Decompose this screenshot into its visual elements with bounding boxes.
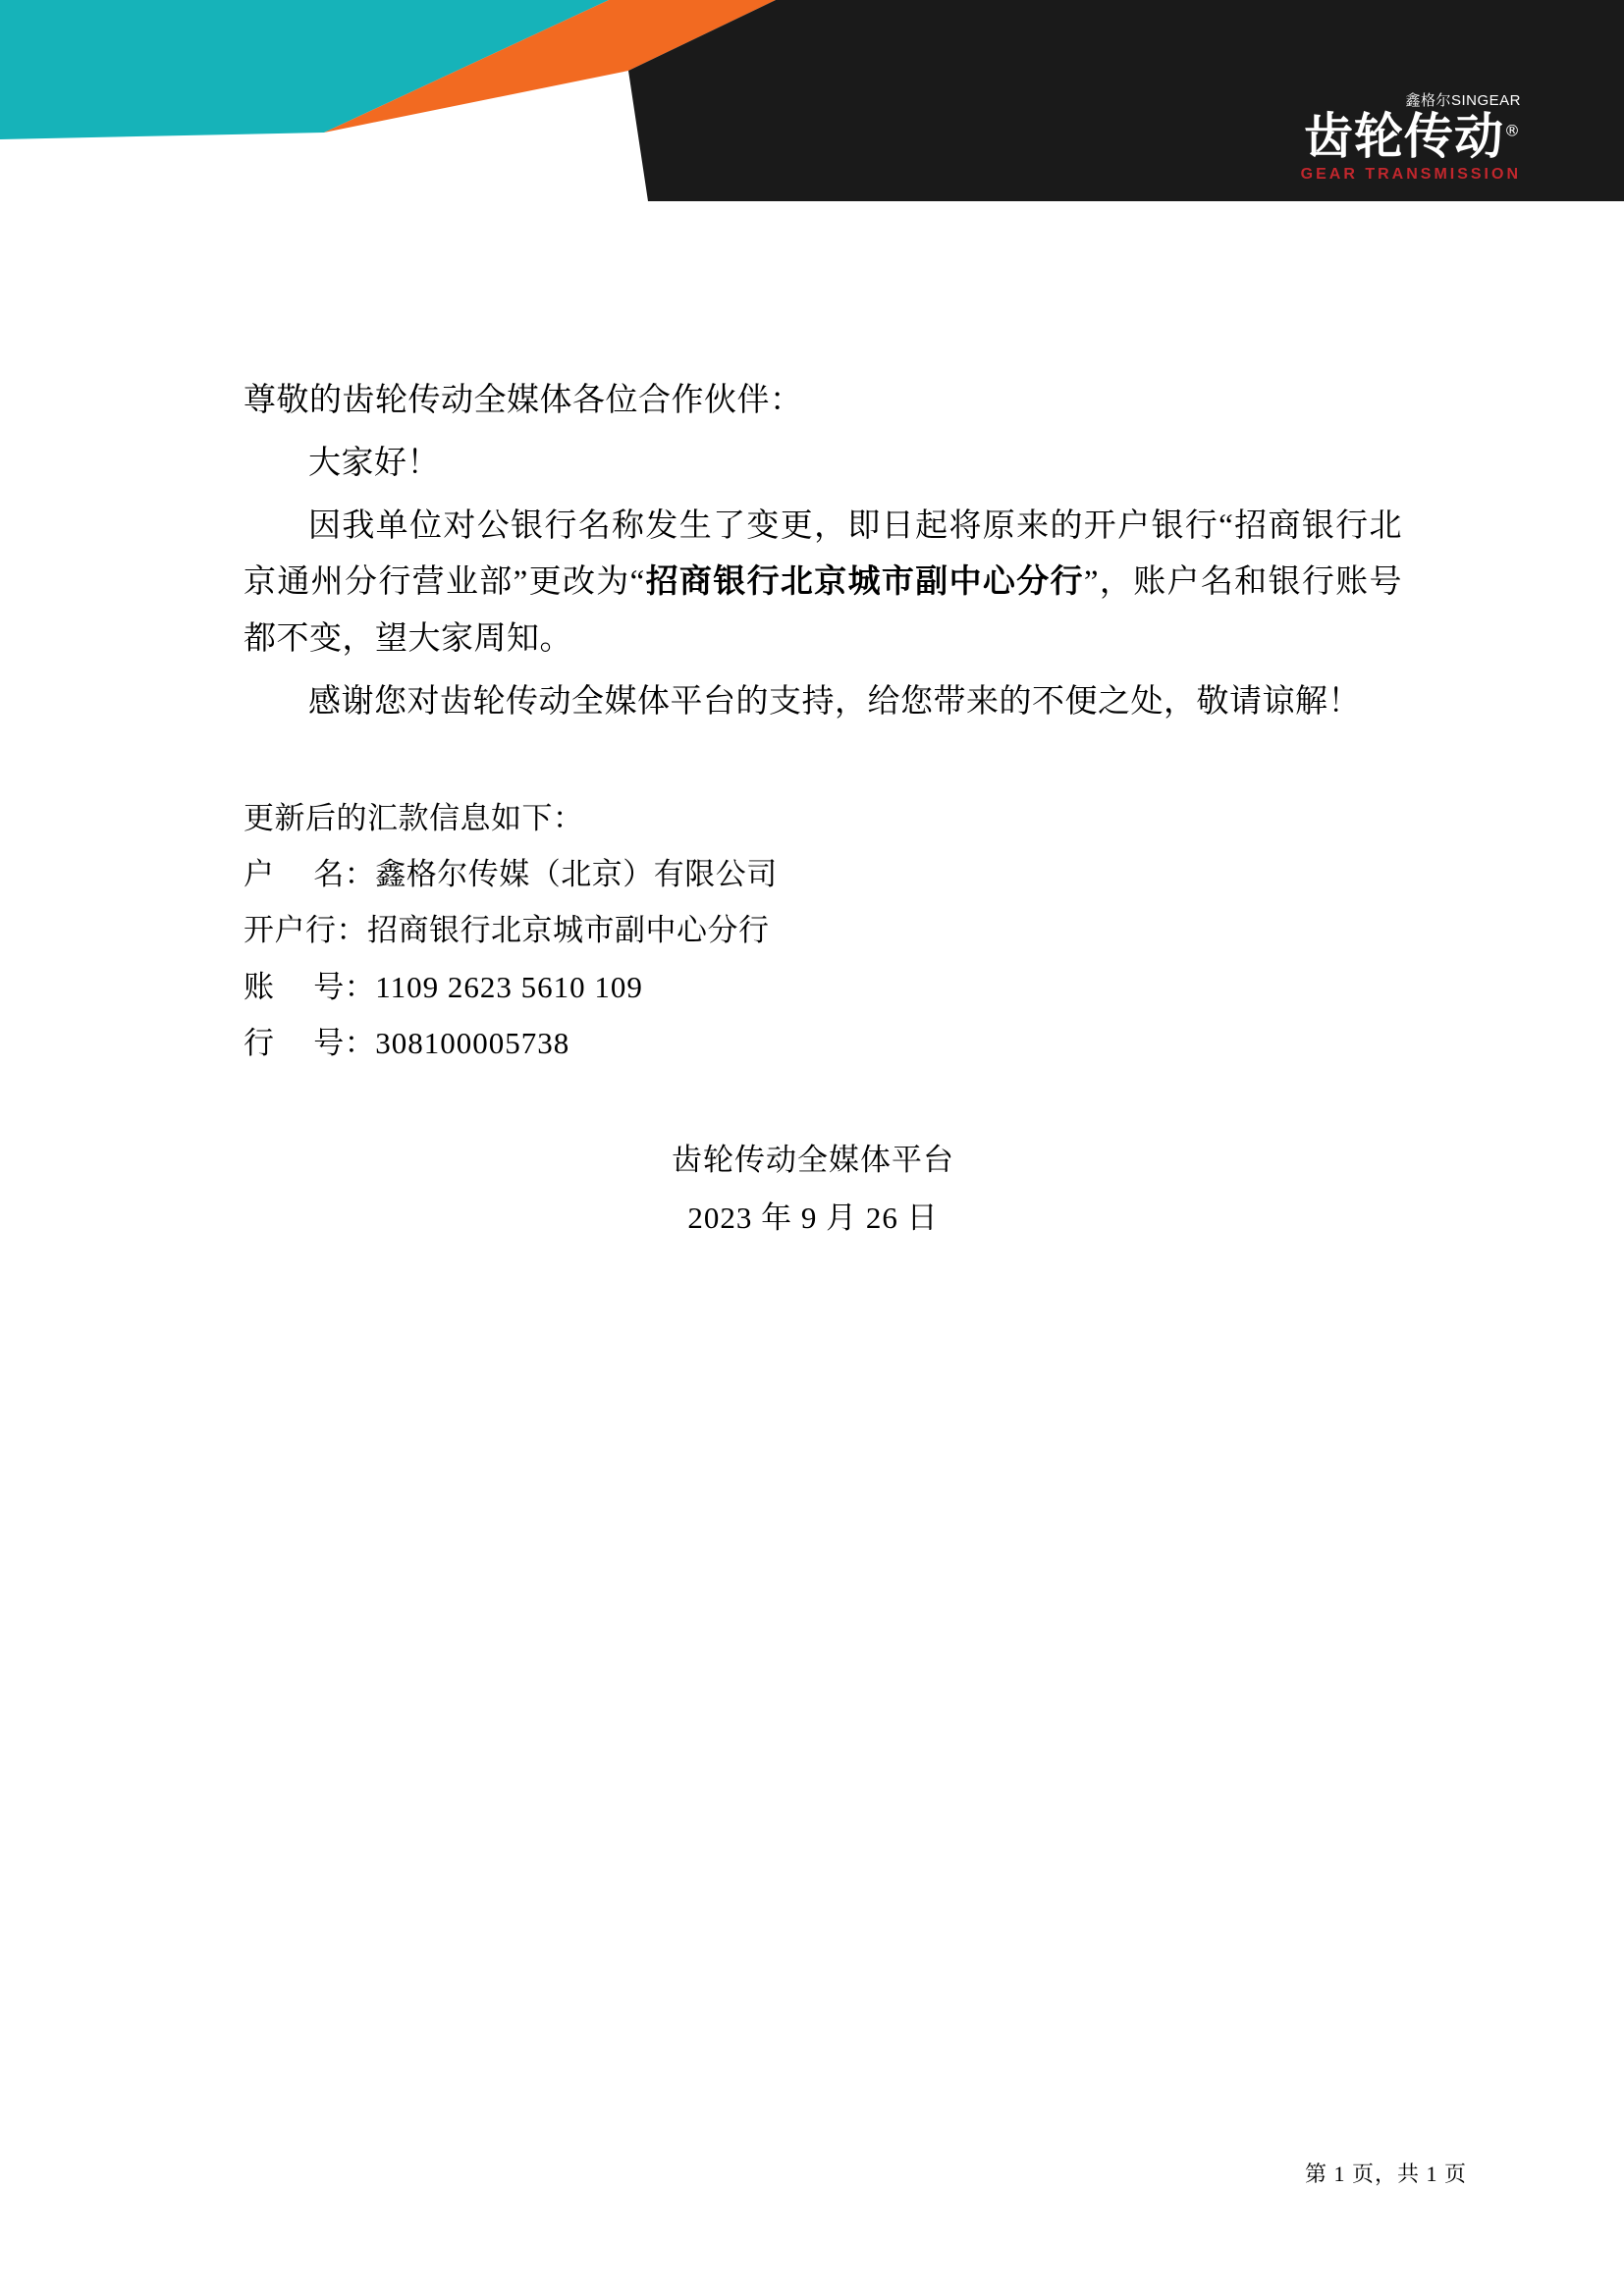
logo-brand-text: 齿轮传动 bbox=[1304, 108, 1504, 165]
field-bank-value: 招商银行北京城市副中心分行 bbox=[367, 913, 770, 948]
notice-paragraph-2: 感谢您对齿轮传动全媒体平台的支持，给您带来的不便之处，敬请谅解！ bbox=[308, 683, 1361, 720]
field-bank-code-label: 行 号： bbox=[244, 1025, 376, 1060]
new-bank-name: 招商银行北京城市副中心分行 bbox=[644, 564, 1084, 601]
spacer bbox=[244, 737, 1402, 790]
logo-brand-pinyin: 鑫格尔SINGEAR bbox=[1405, 92, 1521, 109]
page-indicator: 第 1 页，共 1 页 bbox=[1304, 2162, 1467, 2186]
white-sliver bbox=[648, 201, 1624, 228]
remittance-title: 更新后的汇款信息如下： bbox=[244, 800, 584, 835]
field-bank-code-value: 308100005738 bbox=[375, 1025, 570, 1060]
field-account-number bbox=[244, 959, 1402, 1015]
notice-text-part1: 因我单位对公银行名称发生了变更，即日起将原来的开户银行“招商银行北京通州分行营业部”更改为“ bbox=[244, 507, 1402, 601]
page-header-banner bbox=[0, 0, 1624, 255]
notice-paragraph-1 bbox=[244, 499, 1402, 668]
greeting: 大家好！ bbox=[308, 445, 440, 481]
signature-block bbox=[244, 1132, 1402, 1248]
letter-body bbox=[244, 373, 1402, 1248]
field-bank-label: 开户行： bbox=[244, 913, 367, 948]
field-account-number-label: 账 号： bbox=[244, 969, 376, 1004]
salutation: 尊敬的齿轮传动全媒体各位合作伙伴： bbox=[244, 383, 803, 418]
registered-trademark-icon: ® bbox=[1504, 121, 1521, 140]
field-bank bbox=[244, 902, 1402, 958]
field-account-number-value: 1109 2623 5610 109 bbox=[375, 969, 643, 1004]
logo-brand-name bbox=[1304, 108, 1521, 165]
logo-brand-english: GEAR TRANSMISSION bbox=[1300, 166, 1521, 183]
notice-text-part2: ”，账户名和银行账号都不变，望大家周知。 bbox=[244, 564, 1403, 657]
company-logo bbox=[1266, 93, 1521, 183]
signature-date: 2023 年 9 月 26 日 bbox=[687, 1201, 939, 1236]
field-account-name-value: 鑫格尔传媒（北京）有限公司 bbox=[375, 856, 778, 891]
field-account-name bbox=[244, 846, 1402, 902]
field-account-name-label: 户 名： bbox=[244, 856, 376, 891]
field-bank-code bbox=[244, 1015, 1402, 1071]
signature-name: 齿轮传动全媒体平台 bbox=[672, 1143, 954, 1178]
